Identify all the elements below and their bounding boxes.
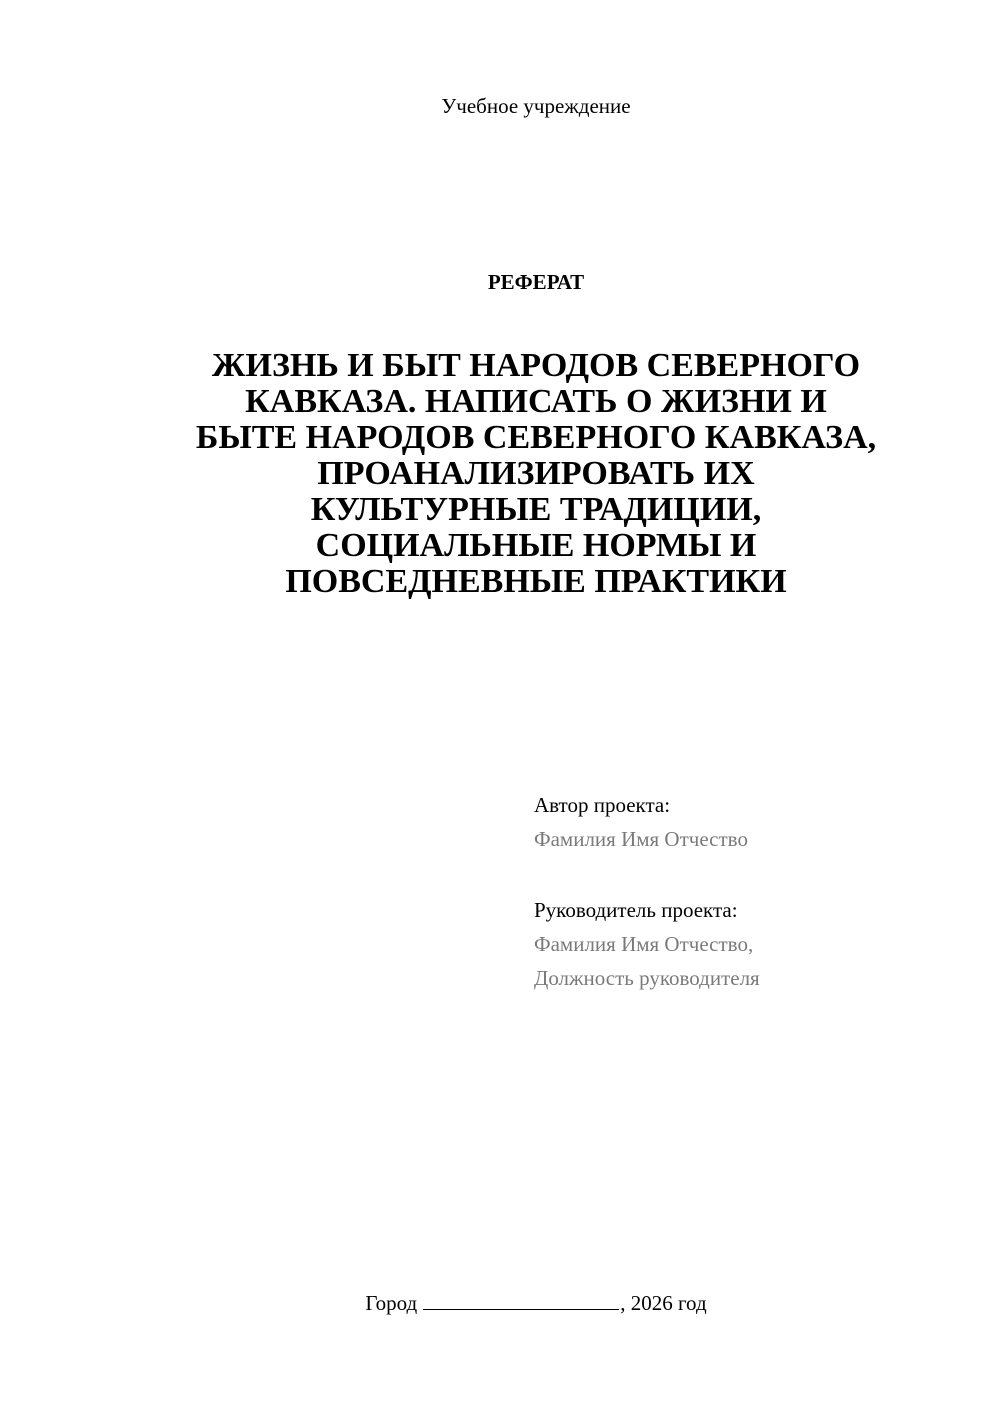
supervisor-name: Фамилия Имя Отчество, <box>534 932 754 956</box>
title-line: КАВКАЗА. НАПИСАТЬ О ЖИЗНИ И <box>245 383 827 420</box>
main-title <box>140 348 932 600</box>
document-type: РЕФЕРАТ <box>487 270 585 294</box>
city-label: Город <box>365 1291 418 1315</box>
credits-spacer <box>534 856 974 893</box>
title-line: СОЦИАЛЬНЫЕ НОРМЫ И <box>315 527 757 564</box>
title-line: КУЛЬТУРНЫЕ ТРАДИЦИИ, <box>310 491 762 528</box>
credits-block <box>534 788 974 995</box>
title-line: ЖИЗНЬ И БЫТ НАРОДОВ СЕВЕРНОГО <box>211 347 861 384</box>
footer <box>0 1288 1000 1318</box>
institution-name: Учебное учреждение <box>441 94 631 118</box>
supervisor-label: Руководитель проекта: <box>534 898 738 922</box>
year-text: , 2026 год <box>620 1291 707 1315</box>
author-label: Автор проекта: <box>534 793 671 817</box>
title-line: ПОВСЕДНЕВНЫЕ ПРАКТИКИ <box>285 563 787 600</box>
title-line: БЫТЕ НАРОДОВ СЕВЕРНОГО КАВКАЗА, <box>195 419 877 456</box>
city-blank-line <box>423 1289 619 1310</box>
title-line: ПРОАНАЛИЗИРОВАТЬ ИХ <box>317 455 755 492</box>
supervisor-position: Должность руководителя <box>534 966 760 990</box>
author-name: Фамилия Имя Отчество <box>534 827 748 851</box>
